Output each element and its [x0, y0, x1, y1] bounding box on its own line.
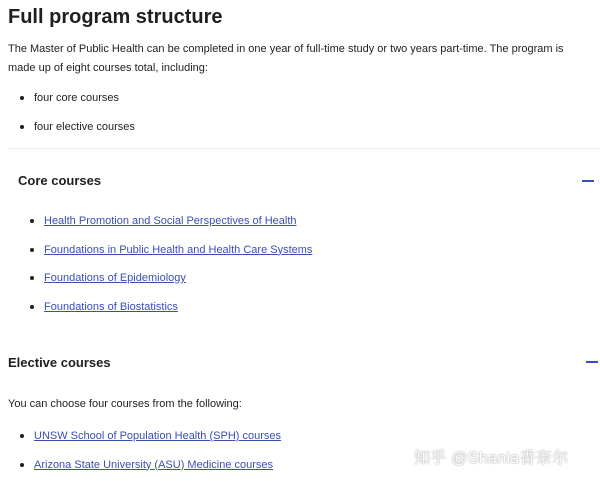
core-courses-collapse-button[interactable]	[582, 174, 595, 187]
elective-link-unsw-sph[interactable]: UNSW School of Population Health (SPH) courses	[34, 430, 281, 442]
course-link-public-health-systems[interactable]: Foundations in Public Health and Health Care Systems	[44, 243, 313, 256]
course-link-biostatistics[interactable]: Foundations of Biostatistics	[44, 300, 178, 313]
bullet-icon	[20, 463, 24, 467]
elective-link-asu-medicine[interactable]: Arizona State University (ASU) Medicine courses	[34, 458, 274, 471]
bullet-icon	[30, 219, 34, 223]
elective-intro: You can choose four courses from the following:	[8, 398, 242, 410]
bullet-icon	[20, 434, 24, 438]
bullet-icon	[30, 276, 34, 280]
core-courses-heading: Core courses	[18, 173, 102, 188]
minus-icon	[586, 361, 598, 363]
program-intro: The Master of Public Health can be completed in one year of full-time study or two years part-time. The program is made up of eight courses total, including:	[8, 43, 564, 74]
course-link-health-promotion[interactable]: Health Promotion and Social Perspectives of Health	[44, 215, 297, 227]
elective-courses-heading: Elective courses	[8, 355, 111, 370]
course-link-epidemiology[interactable]: Foundations of Epidemiology	[44, 272, 186, 284]
bullet-icon	[30, 305, 34, 309]
watermark-text: 知乎 @Shania香奈尔	[414, 450, 569, 467]
section-divider	[8, 148, 600, 149]
minus-icon	[582, 180, 594, 182]
bullet-icon	[30, 248, 34, 252]
bullet-icon	[20, 96, 24, 100]
elective-courses-collapse-button[interactable]	[586, 355, 599, 368]
list-item-text: four elective courses	[34, 120, 135, 133]
page-title: Full program structure	[8, 6, 223, 28]
list-item-text: four core courses	[34, 92, 119, 104]
bullet-icon	[20, 125, 24, 129]
